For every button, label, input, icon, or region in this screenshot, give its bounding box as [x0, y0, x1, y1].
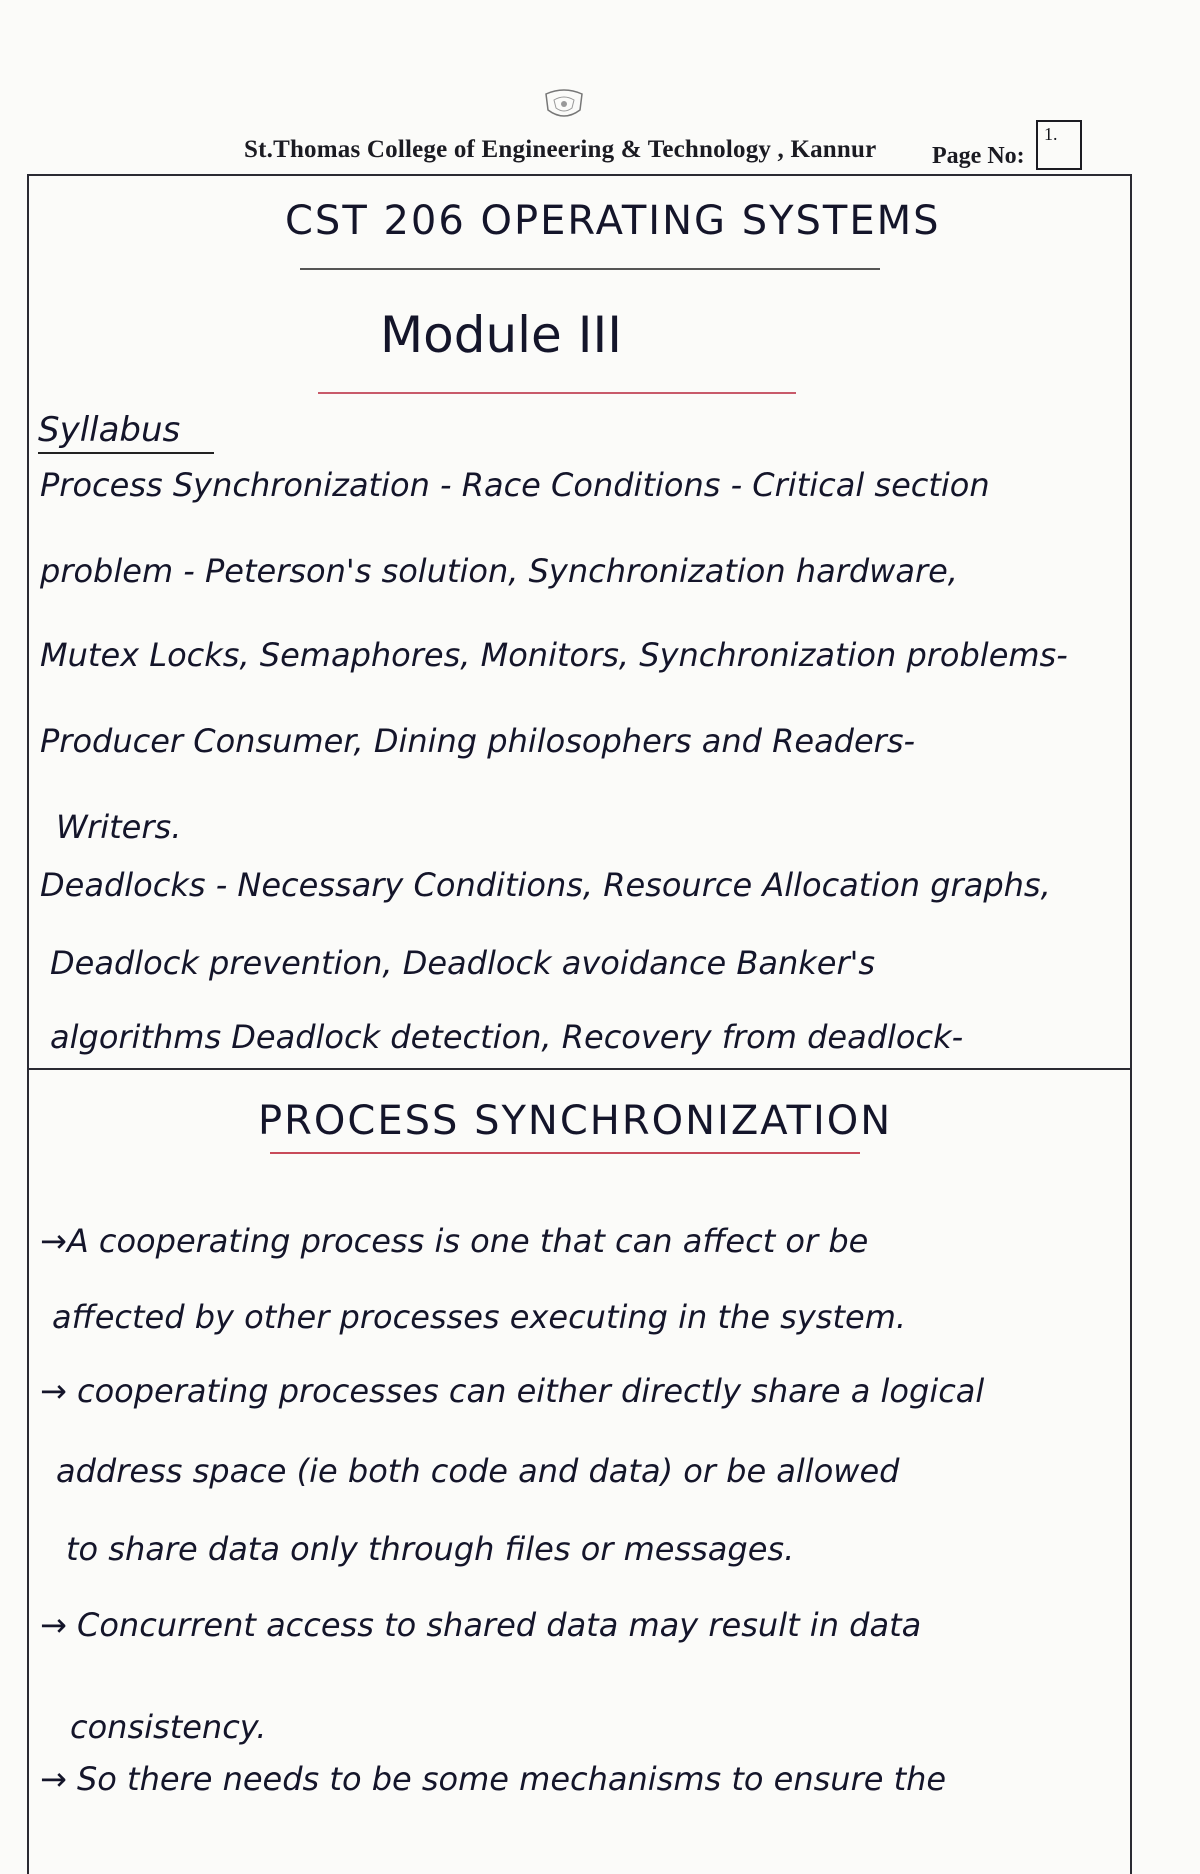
syllabus-line: Deadlock prevention, Deadlock avoidance Banker's — [50, 944, 876, 982]
syllabus-line: Writers. — [56, 808, 182, 846]
section-title-underline — [270, 1152, 860, 1154]
course-title: CST 206 OPERATING SYSTEMS — [285, 198, 941, 244]
body-line: → cooperating processes can either directly share a logical — [40, 1372, 985, 1410]
college-header: St.Thomas College of Engineering & Technology , Kannur — [244, 136, 877, 163]
body-line: → So there needs to be some mechanisms to ensure the — [40, 1760, 947, 1798]
module-heading: Module III — [380, 306, 622, 364]
syllabus-line: Mutex Locks, Semaphores, Monitors, Synchronization problems- — [40, 636, 1068, 674]
college-logo-icon — [542, 88, 586, 122]
body-line: to share data only through files or messages. — [66, 1530, 795, 1568]
section-title: PROCESS SYNCHRONIZATION — [258, 1098, 893, 1144]
page-number: 1. — [1044, 124, 1058, 144]
syllabus-line: Deadlocks - Necessary Conditions, Resource Allocation graphs, — [40, 866, 1051, 904]
syllabus-line: algorithms Deadlock detection, Recovery from deadlock- — [50, 1018, 964, 1056]
page-number-label: Page No: — [932, 143, 1025, 169]
page-number-box — [1036, 120, 1082, 170]
body-line: affected by other processes executing in the system. — [52, 1298, 907, 1336]
syllabus-line: problem - Peterson's solution, Synchronization hardware, — [40, 552, 958, 590]
syllabus-line: Process Synchronization - Race Conditions - Critical section — [40, 466, 990, 504]
module-underline — [318, 392, 796, 394]
section-divider — [28, 1068, 1130, 1070]
body-line: →A cooperating process is one that can affect or be — [40, 1222, 869, 1260]
body-line: → Concurrent access to shared data may result in data — [40, 1606, 922, 1644]
syllabus-line: Producer Consumer, Dining philosophers and Readers- — [40, 722, 916, 760]
title-underline — [300, 268, 880, 270]
body-line: address space (ie both code and data) or be allowed — [56, 1452, 900, 1490]
body-line: consistency. — [70, 1708, 267, 1746]
syllabus-underline — [38, 452, 214, 454]
syllabus-heading: Syllabus — [38, 410, 181, 450]
